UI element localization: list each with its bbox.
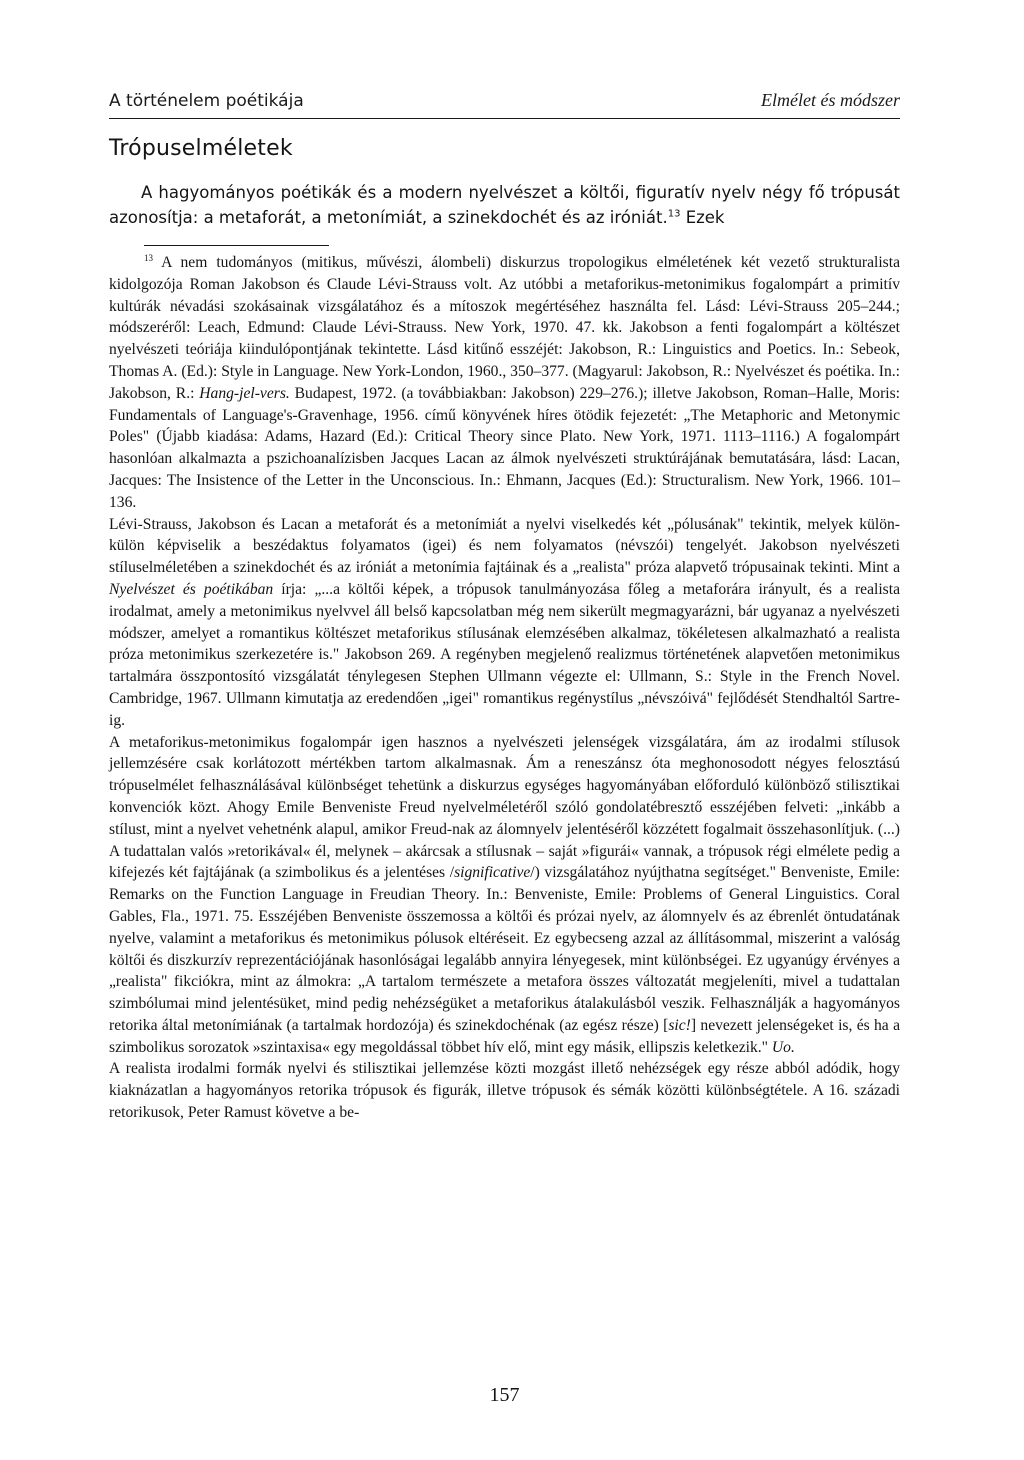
footnote-text: Lévi-Strauss, Jakobson és Lacan a metaforát és a metonímiát a nyelvi viselkedés két „pólusának" tekintik, melyek külön-külön képviselik a beszédaktus folyamatos (igei) és nem folyamatos (névszói) tengelyét. Jakobson nyelvészeti stíluselméletében a szinekdochét és az iróniát a metonímia fajtáinak és a „realista" próza alapvető trópusainak tekinti. Mint a <box>109 515 900 577</box>
footnote-italic-uo: Uo. <box>771 1038 795 1056</box>
footnote-text: A nem tudományos (mitikus, művészi, álombeli) diskurzus tropologikus elméletének két vezető strukturalista kidolgozója Roman Jakobson és Claude Lévi-Strauss volt. Az utóbbi a metaforikus-metonimikus fogalompárt a primitív kultúrák névadási szokásainak vizsgálatához és a mítoszok megértéséhez használta fel. Lásd: Lévi-Strauss 205–244.; módszeréről: Leach, Edmund: Claude Lévi-Strauss. New York, 1970. 47. kk. Jakobson a fenti fogalompárt a költészet nyelvészeti teóriája kiindulópontjának tekintette. Lásd kitűnő esszéjét: Jakobson, R.: Linguistics and Poetics. In.: Sebeok, Thomas A. (Ed.): Style in Languagе. New York-London, 1960., 350–377. (Magyarul: Jakobson, R.: Nyelvészet és poétika. In.: Jakobson, R.: <box>109 254 900 402</box>
footnote-paragraph-4: A realista irodalmi formák nyelvi és stilisztikai jellemzése közti mozgást illető nehézségek egy része abból adódik, hogy kiaknázatlan a hagyományos retorika trópusok és figurák, illetve trópusok és sémák közötti különbségtétele. A 16. századi retorikusok, Peter Ramust követve a be- <box>109 1060 900 1122</box>
running-head <box>109 90 900 111</box>
body-paragraph <box>109 180 900 230</box>
body-text: A hagyományos poétikák és a modern nyelvészet a költői, figuratív nyelv négy fő trópusát azonosítja: a metaforát, a metonímiát, a szinekdochét és az iróniát. <box>109 183 900 227</box>
document-page <box>109 0 900 1460</box>
footnote-text: ] nevezett jelenségeket is, és ha a szimbolikus sorozatok »szintaxisa« egy megoldással többet hív elő, mint egy másik, ellipszis keletkezik." <box>109 1016 900 1056</box>
footnote-text: írja: „...a költői képek, a trópusok tanulmányozása főleg a metaforára irányult, és a realista irodalmat, amely a metonimikus nyelvvel áll belső kapcsolatban még nem sikerült megmagyarázni, bár ugyanaz a nyelvészeti módszer, amelyet a romantikus költészet metaforikus stílusának elemzésében alkalmaz, tökéletesen alkalmazható a realista próza metonimikus szerkezetére is." Jakobson 269. A regényben megjelenő realizmus történetének alapvetően metonimikus tartalmára összpontosító vizsgálatát ténylegesen Stephen Ullmann végezte el: Ullmann, S.: Style in the French Novel. Cambridge, 1967. Ullmann kimutatja az eredendően „igei" romantikus regénystílus „névszóivá" fejlődését Stendhaltól Sartre-ig. <box>109 580 900 729</box>
footnote-text: /) vizsgálatához nyújthatna segítséget." Benveniste, Emile: Remarks on the Function Language in Freudian Theory. In.: Benveniste, Emile: Problems of General Linguistics. Coral Gables, Fla., 1971. 75. Esszéjében Benveniste összemossa a költői és prózai nyelv, az álomnyelv és az ébrenlét öntudatának nyelve, valamint a metaforikus és metonimikus pólusok eltéréseit. Ez egybecseng azzal az állításommal, miszerint a valóság költői és diszkurzív reprezentációjának hasonlóságai legalább annyira lényegesek, mint különbségei. Ez ugyanúgy érvényes a „realista" fikciókra, mint az álmokra: „A tartalom természete a metafora összes változatát megjeleníti, mivel a tudattalan szimbólumai mind jelentésüket, mind pedig nehézségüket a metaforikus átalakulásból veszik. Felhasználják a hagyományos retorika által metonímiának (a tartalmak hordozója) és szinekdochénak (az egész része) [ <box>109 864 900 1034</box>
footnote-paragraph-3 <box>109 732 900 1059</box>
page-number: 157 <box>489 1384 520 1406</box>
footnote-number: 13 <box>144 252 153 263</box>
footnote-italic-term: significative <box>454 864 531 882</box>
footnote-italic-sic: sic! <box>668 1016 691 1034</box>
footnote-rule <box>144 245 329 246</box>
body-text-continuation: Ezek <box>680 208 725 227</box>
running-head-right: Elmélet és módszer <box>761 90 900 110</box>
section-title: Trópuselméletek <box>109 136 293 161</box>
footnote-text: Budapest, 1972. (a továbbiakban: Jakobson) 229–276.); illetve Jakobson, Roman–Halle, Moris: Fundamentals of Language's-Gravenhage, 1956. című könyvének híres ötödik fejezetét: „The Metaphoric and Metonymic Poles" (Újabb kiadása: Adams, Hazard (Ed.): Critical Theory since Plato. New York, 1971. 1113–1116.) A fogalompárt hasonlóan alkalmazta a pszichoanalízisben Jacques Lacan az álmok nyelvészeti struktúrájának bemutatására, lásd: Lacan, Jacques: The Insistence of the Letter in the Unconscious. In.: Ehmann, Jacques (Ed.): Structuralism. New York, 1966. 101–136. <box>109 384 901 511</box>
footnote-paragraph-1 <box>109 252 900 514</box>
running-head-left: A történelem poétikája <box>109 91 304 111</box>
footnote-italic-title: Nyelvészet és poétikában <box>109 580 274 598</box>
footnote-paragraph-2 <box>109 514 900 732</box>
header-rule <box>109 118 900 119</box>
footnote <box>109 252 900 1124</box>
footnote-text: A metaforikus-metonimikus fogalompár igen hasznos a nyelvészeti jelenségek vizsgálatára, ám az irodalmi stílusok jellemzésére csak korlátozott mértékben tartom alkalmasnak. Ám a reneszánsz óta meghonosodott négyes felosztású trópuselmélet felhasználásával különbséget tehetünk a diskurzus egységes hagyományában előforduló különböző stilisztikai konvenciók közt. Ahogy Emile Benveniste Freud nyelvelméletéről szóló gondolatébresztő esszéjében felveti: „inkább a stílust, mint a nyelvet vehetnénk alapul, amikor Freud-nak az álomnyelv jelentéséről közzétett fogalmait összehasonlítjuk. (...) A tudattalan valós »retorikával« él, melynek – akárcsak a stílusnak – saját »figurái« vannak, a trópusok régi elmélete pedig a kifejezés két fajtájának (a szimbolikus és a jelentéses / <box>109 733 900 882</box>
footnote-italic-title: Hang-jel-vers. <box>199 384 290 402</box>
footnote-reference: 13 <box>667 208 681 220</box>
